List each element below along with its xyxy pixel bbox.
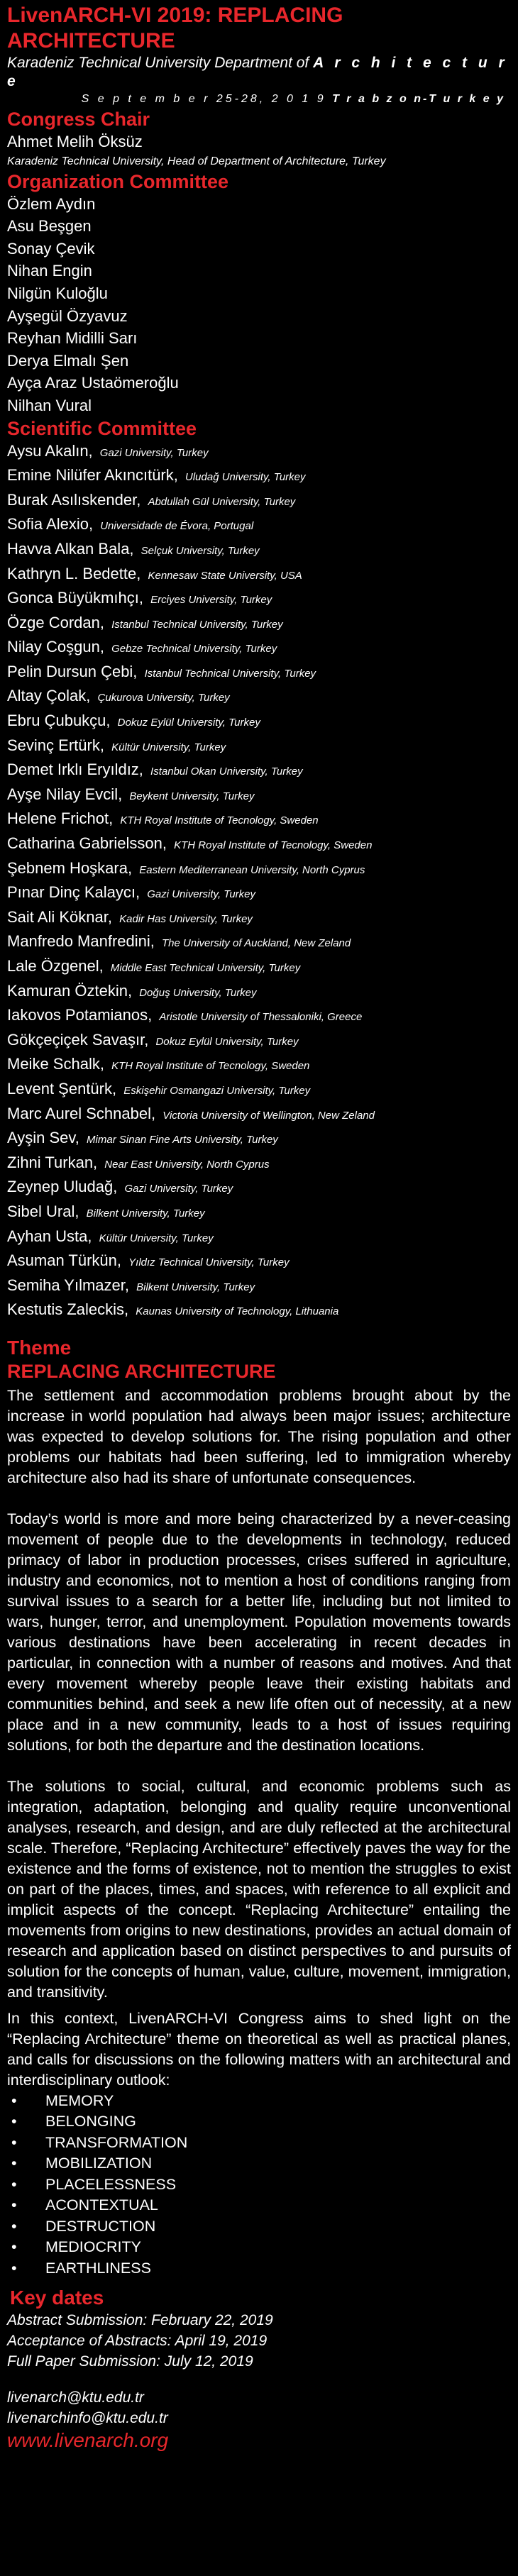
scientific-member bbox=[7, 1127, 511, 1151]
member-affiliation: KTH Royal Institute of Tecnology, Sweden bbox=[174, 839, 373, 852]
member-name: Havva Alkan Bala, bbox=[7, 539, 134, 558]
theme-paragraph: Today’s world is more and more being characterized by a never-ceasing movement of people due to the developments in technology, reduced primacy of labor in production processes, crises suffered in agriculture, industry and economics, not to mention a host of conditions ranging from survival issues to a search for a better life, including but not limited to wars, hunger, terror, and unemployment. Population movements towards various destinations have been accelerating in recent decades in particular, in connection with a number of reasons and motives. And that every movement whereby people leave their existing habitats and communities behind, and seek a new life often out of necessity, at a new place and in a new community, leads to a host of issues requiring solutions, for both the departure and the destination locations. bbox=[7, 1510, 511, 1754]
member-affiliation: Dokuz Eylül University, Turkey bbox=[117, 717, 260, 729]
member-name: Aysu Akalın, bbox=[7, 441, 93, 460]
bullet-icon: • bbox=[11, 2238, 17, 2256]
scientific-member bbox=[7, 1151, 511, 1176]
scientific-member bbox=[7, 538, 511, 563]
member-affiliation: Bilkent University, Turkey bbox=[136, 1281, 255, 1293]
member-affiliation: Dokuz Eylül University, Turkey bbox=[155, 1035, 299, 1048]
org-member: Nihan Engin bbox=[7, 262, 92, 280]
topic-item bbox=[7, 2133, 511, 2154]
scientific-member bbox=[7, 1225, 511, 1250]
member-affiliation: Istanbul Okan University, Turkey bbox=[150, 765, 303, 778]
contact-email-link[interactable]: livenarch@ktu.edu.tr bbox=[7, 2389, 144, 2406]
scientific-member bbox=[7, 906, 511, 931]
theme-paragraph: The settlement and accommodation problems brought about by the increase in world population had always been major issues; architecture was expected to develop solutions for. The rising population and other problems our habitats had been suffering, led to immigration whereby architecture also had its share of unfortunate consequences. bbox=[7, 1386, 511, 1486]
member-affiliation: Aristotle University of Thessaloniki, Greece bbox=[159, 1011, 363, 1024]
scientific-member bbox=[7, 1004, 511, 1029]
key-date-item: Abstract Submission: February 22, 2019 bbox=[7, 2312, 273, 2329]
member-name: Ayşin Sev, bbox=[7, 1129, 79, 1147]
scientific-heading: Scientific Committee bbox=[7, 417, 197, 439]
member-affiliation: Eskişehir Osmangazi University, Turkey bbox=[123, 1084, 311, 1097]
website-link[interactable]: www.livenarch.org bbox=[7, 2429, 169, 2452]
org-member: Nilgün Kuloğlu bbox=[7, 284, 108, 302]
topic-label: ACONTEXTUAL bbox=[45, 2196, 158, 2214]
scientific-member bbox=[7, 489, 511, 514]
scientific-member bbox=[7, 587, 511, 612]
topic-label: MOBILIZATION bbox=[45, 2155, 153, 2172]
member-affiliation: Kültür University, Turkey bbox=[111, 741, 226, 753]
member-affiliation: Bilkent University, Turkey bbox=[86, 1207, 205, 1220]
organization-heading: Organization Committee bbox=[7, 170, 229, 192]
member-name: Burak Asılıskender, bbox=[7, 490, 141, 509]
member-name: Manfredo Manfredini, bbox=[7, 932, 155, 951]
member-name: Lale Özgenel, bbox=[7, 957, 104, 975]
member-name: Ayhan Usta, bbox=[7, 1227, 92, 1245]
scientific-member bbox=[7, 1176, 511, 1200]
member-affiliation: Eastern Mediterranean University, North Cyprus bbox=[139, 863, 365, 876]
scientific-member bbox=[7, 685, 511, 709]
chair-name: Ahmet Melih Öksüz bbox=[7, 133, 143, 150]
member-name: Kestutis Zaleckis, bbox=[7, 1300, 129, 1319]
member-affiliation: Gazi University, Turkey bbox=[99, 446, 209, 459]
bullet-icon: • bbox=[11, 2133, 17, 2151]
topic-item bbox=[7, 2258, 511, 2279]
topic-label: TRANSFORMATION bbox=[45, 2133, 188, 2151]
topic-list bbox=[7, 2091, 511, 2279]
member-affiliation: Mimar Sinan Fine Arts University, Turkey bbox=[87, 1134, 278, 1146]
member-affiliation: Istanbul Technical University, Turkey bbox=[144, 667, 316, 680]
member-name: Semiha Yılmazer, bbox=[7, 1276, 130, 1294]
member-affiliation: The University of Auckland, New Zeland bbox=[162, 937, 351, 950]
member-affiliation: Abdullah Gül University, Turkey bbox=[148, 495, 296, 508]
member-affiliation: Yıldız Technical University, Turkey bbox=[128, 1256, 290, 1269]
scientific-member bbox=[7, 1053, 511, 1078]
member-affiliation: Beykent University, Turkey bbox=[129, 790, 255, 802]
member-affiliation: Doğuş University, Turkey bbox=[139, 986, 257, 999]
bullet-icon: • bbox=[11, 2217, 17, 2235]
organization-list bbox=[7, 193, 511, 417]
member-name: Sevinç Ertürk, bbox=[7, 736, 104, 754]
org-member: Nilhan Vural bbox=[7, 396, 92, 414]
member-name: Şebnem Hoşkara, bbox=[7, 858, 133, 877]
member-name: Asuman Türkün, bbox=[7, 1251, 122, 1270]
scientific-member bbox=[7, 1200, 511, 1225]
scientific-member bbox=[7, 440, 511, 465]
topic-label: MEMORY bbox=[45, 2091, 114, 2109]
topic-label: PLACELESSNESS bbox=[45, 2175, 177, 2193]
member-name: Meike Schalk, bbox=[7, 1055, 104, 1073]
scientific-member bbox=[7, 660, 511, 685]
scientific-member bbox=[7, 1298, 511, 1323]
member-name: Demet Irklı Eryıldız, bbox=[7, 761, 143, 779]
header-subtitle bbox=[7, 54, 511, 91]
topic-label: EARTHLINESS bbox=[45, 2259, 151, 2277]
member-affiliation: Near East University, North Cyprus bbox=[104, 1158, 270, 1171]
member-name: Gonca Büyükmıhçı, bbox=[7, 589, 143, 607]
member-affiliation: Istanbul Technical University, Turkey bbox=[111, 618, 283, 631]
member-name: Helene Frichot, bbox=[7, 809, 114, 828]
topic-item bbox=[7, 2174, 511, 2196]
page-title: LivenARCH-VI 2019: REPLACING ARCHITECTURE bbox=[7, 4, 343, 52]
member-affiliation: Gebze Technical University, Turkey bbox=[111, 643, 277, 656]
theme-title: REPLACING ARCHITECTURE bbox=[7, 1360, 276, 1382]
topic-label: MEDIOCRITY bbox=[45, 2238, 141, 2256]
member-name: Pınar Dinç Kalaycı, bbox=[7, 883, 140, 902]
scientific-member bbox=[7, 955, 511, 980]
topic-item bbox=[7, 2216, 511, 2238]
member-name: Özge Cordan, bbox=[7, 613, 104, 631]
scientific-member bbox=[7, 857, 511, 882]
topic-label: BELONGING bbox=[45, 2113, 136, 2130]
scientific-member bbox=[7, 1102, 511, 1127]
topic-item bbox=[7, 2153, 511, 2174]
key-dates-heading: Key dates bbox=[10, 2287, 104, 2309]
member-name: Kathryn L. Bedette, bbox=[7, 564, 141, 582]
key-dates-list bbox=[7, 2310, 511, 2372]
scientific-member bbox=[7, 636, 511, 660]
member-name: Altay Çolak, bbox=[7, 687, 91, 705]
scientific-member bbox=[7, 1274, 511, 1299]
member-affiliation: Kültür University, Turkey bbox=[99, 1232, 214, 1244]
org-member: Asu Beşgen bbox=[7, 217, 92, 236]
scientific-member bbox=[7, 1078, 511, 1102]
scientific-member bbox=[7, 709, 511, 734]
scientific-member bbox=[7, 1029, 511, 1054]
scientific-member bbox=[7, 1249, 511, 1274]
event-dates-text: S e p t e m b e r 25-28, 2 0 1 9 bbox=[81, 93, 326, 105]
subtitle-architecture: A r c h i t e c t u r e bbox=[7, 55, 508, 89]
member-affiliation: Erciyes University, Turkey bbox=[150, 594, 272, 607]
scientific-member bbox=[7, 464, 511, 489]
member-affiliation: Kennesaw State University, USA bbox=[148, 569, 302, 582]
topic-label: DESTRUCTION bbox=[45, 2217, 156, 2235]
contact-email-link[interactable]: livenarchinfo@ktu.edu.tr bbox=[7, 2410, 168, 2427]
member-name: Sait Ali Köknar, bbox=[7, 907, 112, 926]
scientific-member bbox=[7, 513, 511, 538]
org-member: Reyhan Midilli Sarı bbox=[7, 329, 138, 348]
member-affiliation: Kadir Has University, Turkey bbox=[119, 912, 253, 925]
member-affiliation: Gazi University, Turkey bbox=[124, 1183, 233, 1195]
theme-paragraph: The solutions to social, cultural, and economic problems such as integration, adaptation, belonging and quality require unconventional analyses, research, and design, and are duly reflected at the architectural scale. Therefore, “Replacing Architecture” effectively paves the way for the existence and the forms of existence, not to mention the struggles to exist on part of the places, times, and spaces, with reference to all explicit and implicit aspects of the concept. “Replacing Architecture” entailing the movements from origins to new destinations, provides an actual domain of research and application based on distinct perspectives to and pursuits of solution for the concepts of human, value, culture, movement, immigration, and transitivity. bbox=[7, 1777, 511, 2001]
scientific-member bbox=[7, 832, 511, 857]
member-name: Zihni Turkan, bbox=[7, 1153, 98, 1171]
member-name: Gökçeçiçek Savaşır, bbox=[7, 1030, 149, 1049]
theme-heading: Theme bbox=[7, 1336, 72, 1359]
member-affiliation: Middle East Technical University, Turkey bbox=[110, 962, 301, 974]
member-name: Marc Aurel Schnabel, bbox=[7, 1104, 156, 1122]
member-name: Pelin Dursun Çebi, bbox=[7, 662, 138, 680]
org-member: Ayça Araz Ustaömeroğlu bbox=[7, 374, 179, 392]
member-affiliation: Selçuk University, Turkey bbox=[140, 544, 260, 557]
member-name: Catharina Gabrielsson, bbox=[7, 834, 167, 853]
member-name: Emine Nilüfer Akıncıtürk, bbox=[7, 466, 178, 485]
member-name: Levent Şentürk, bbox=[7, 1079, 117, 1098]
member-affiliation: Uludağ University, Turkey bbox=[185, 471, 306, 484]
bullet-icon: • bbox=[11, 2091, 17, 2109]
key-date-item: Acceptance of Abstracts: April 19, 2019 bbox=[7, 2333, 268, 2350]
chair-heading: Congress Chair bbox=[7, 109, 150, 130]
subtitle-prefix: Karadeniz Technical University Department of bbox=[7, 55, 309, 71]
topic-item bbox=[7, 2091, 511, 2112]
member-affiliation: Gazi University, Turkey bbox=[147, 888, 256, 901]
member-name: Kamuran Öztekin, bbox=[7, 981, 133, 1000]
scientific-member bbox=[7, 881, 511, 906]
member-affiliation: Çukurova University, Turkey bbox=[97, 692, 230, 704]
member-affiliation: Universidade de Évora, Portugal bbox=[100, 520, 254, 533]
topic-item bbox=[7, 2237, 511, 2258]
scientific-member bbox=[7, 930, 511, 955]
member-affiliation: Kaunas University of Technology, Lithuania bbox=[136, 1305, 339, 1318]
org-member: Özlem Aydın bbox=[7, 194, 96, 213]
theme-paragraph: In this context, LivenARCH-VI Congress aims to shed light on the “Replacing Architecture” theme on theoretical as well as practical planes, and calls for discussions on the following matters with an architectural and interdisciplinary outlook: bbox=[7, 2009, 511, 2089]
org-member: Sonay Çevik bbox=[7, 239, 95, 258]
bullet-icon: • bbox=[11, 2155, 17, 2172]
member-affiliation: Victoria University of Wellington, New Zeland bbox=[162, 1109, 375, 1122]
scientific-member bbox=[7, 807, 511, 832]
bullet-icon: • bbox=[11, 2113, 17, 2130]
member-name: Nilay Coşgun, bbox=[7, 638, 104, 656]
scientific-member bbox=[7, 783, 511, 808]
scientific-member bbox=[7, 612, 511, 636]
scientific-member bbox=[7, 734, 511, 759]
member-affiliation: KTH Royal Institute of Tecnology, Sweden bbox=[120, 814, 319, 827]
member-name: Zeynep Uludağ, bbox=[7, 1178, 118, 1196]
scientific-member bbox=[7, 563, 511, 587]
member-name: Sofia Alexio, bbox=[7, 515, 94, 534]
member-affiliation: KTH Royal Institute of Tecnology, Sweden bbox=[111, 1060, 310, 1073]
bullet-icon: • bbox=[11, 2196, 17, 2214]
bullet-icon: • bbox=[11, 2175, 17, 2193]
org-member: Ayşegül Özyavuz bbox=[7, 306, 128, 325]
bullet-icon: • bbox=[11, 2259, 17, 2277]
member-name: Ebru Çubukçu, bbox=[7, 712, 111, 730]
member-name: Ayşe Nilay Evcil, bbox=[7, 785, 123, 803]
scientific-list bbox=[7, 440, 511, 1323]
org-member: Derya Elmalı Şen bbox=[7, 351, 129, 370]
member-name: Sibel Ural, bbox=[7, 1202, 79, 1220]
member-name: Iakovos Potamianos, bbox=[7, 1006, 153, 1024]
key-date-item: Full Paper Submission: July 12, 2019 bbox=[7, 2353, 253, 2370]
event-dates bbox=[7, 91, 511, 108]
scientific-member bbox=[7, 980, 511, 1005]
scientific-member bbox=[7, 758, 511, 783]
chair-affiliation: Karadeniz Technical University, Head of Department of Architecture, Turkey bbox=[7, 155, 386, 167]
topic-item bbox=[7, 2111, 511, 2133]
topic-item bbox=[7, 2195, 511, 2216]
event-place: T r a b z o n-T u r k e y bbox=[332, 93, 505, 105]
